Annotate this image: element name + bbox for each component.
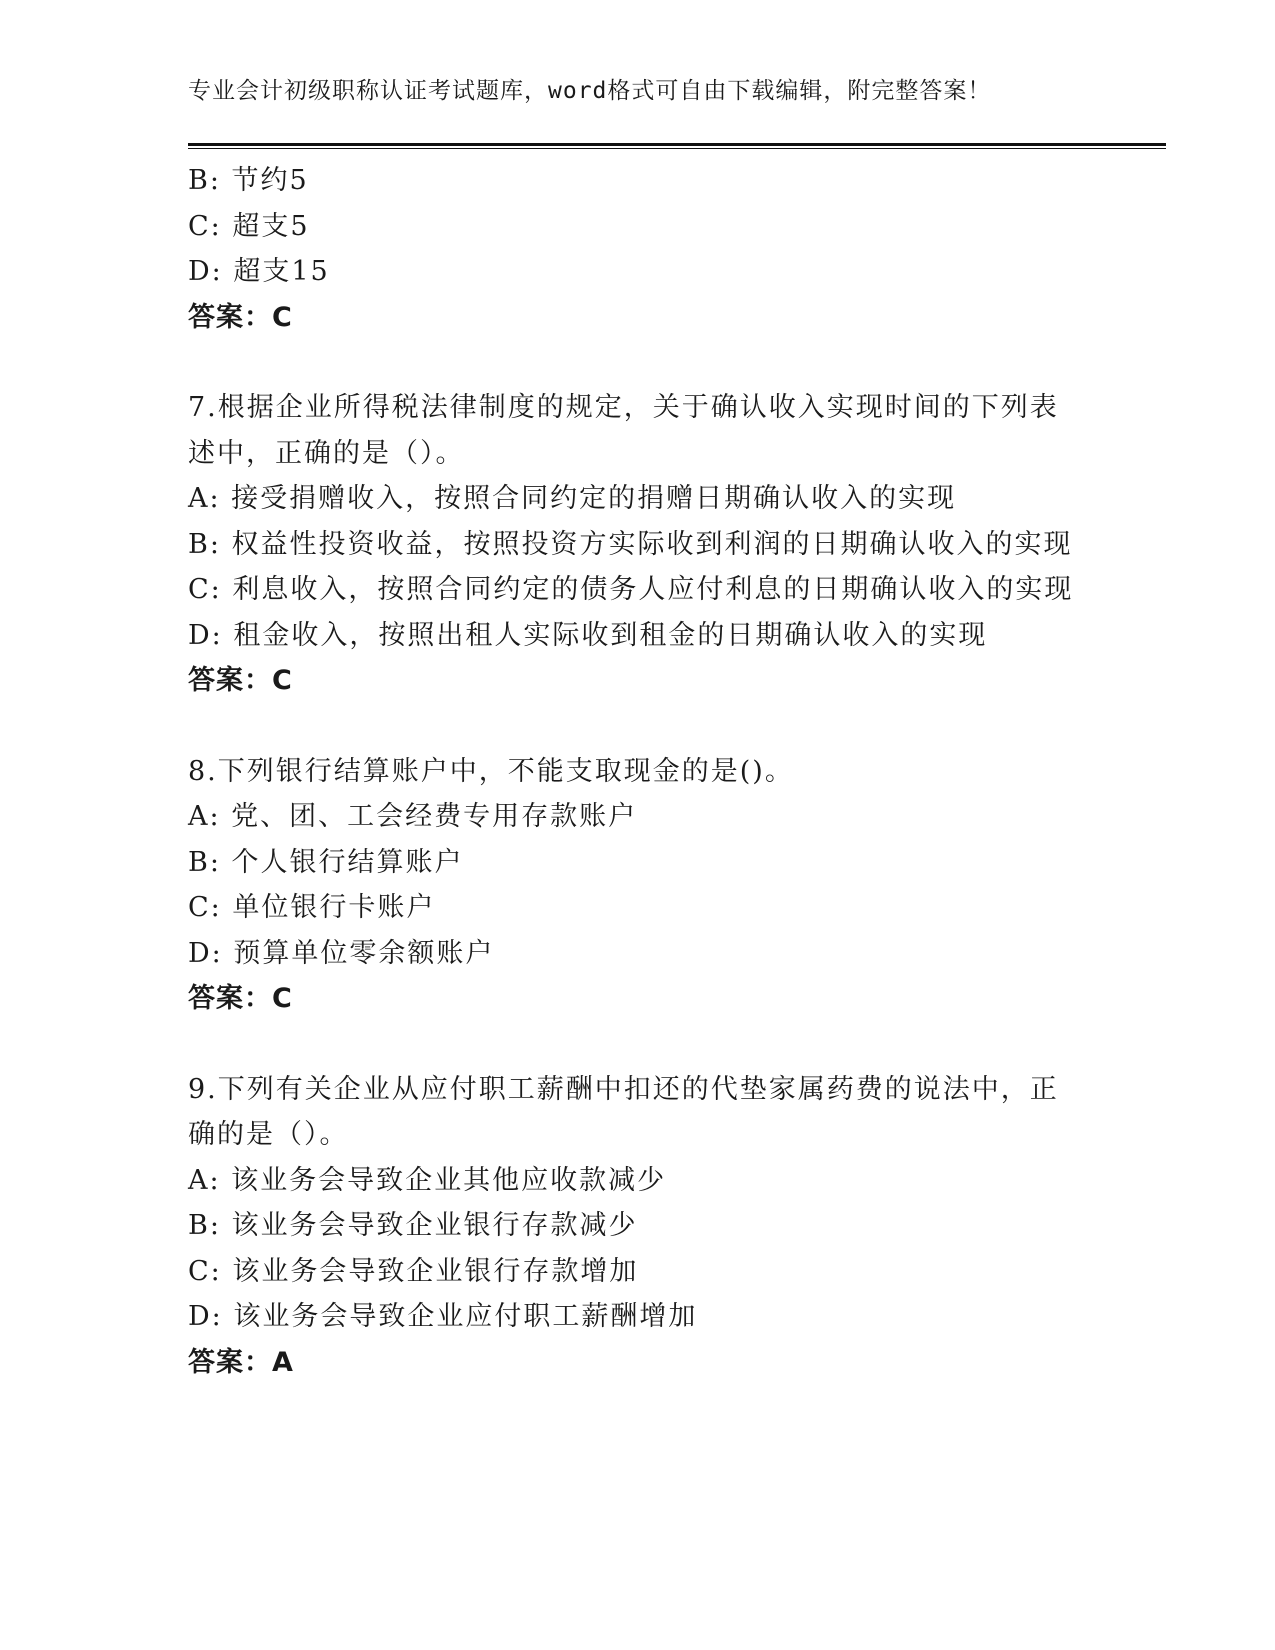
option-a: A: 接受捐赠收入，按照合同约定的捐赠日期确认收入的实现 <box>188 483 957 514</box>
question-6-tail <box>188 158 1148 340</box>
option-b: B: 个人银行结算账户 <box>188 846 464 878</box>
question-stem: 9.下列有关企业从应付职工薪酬中扣还的代垫家属药费的说法中，正 <box>188 1073 1059 1105</box>
option-b: B: 该业务会导致企业银行存款减少 <box>188 1210 638 1241</box>
option-c: C: 单位银行卡账户 <box>188 892 436 923</box>
spacer <box>188 340 1148 385</box>
question-stem: 7.根据企业所得税法律制度的规定，关于确认收入实现时间的下列表 <box>188 392 1059 423</box>
option-d: D: 预算单位零余额账户 <box>188 937 495 969</box>
answer: 答案：C <box>188 301 293 333</box>
option-c: C: 利息收入，按照合同约定的债务人应付利息的日期确认收入的实现 <box>188 574 1074 605</box>
question-8 <box>188 749 1148 1022</box>
page-header: 专业会计初级职称认证考试题库，word格式可自由下载编辑，附完整答案！ <box>188 78 992 104</box>
option-c: C: 超支5 <box>188 210 310 242</box>
option-a: A: 党、团、工会经费专用存款账户 <box>188 801 638 832</box>
answer: 答案：C <box>188 983 293 1014</box>
question-stem: 确的是（）。 <box>188 1119 349 1150</box>
option-b: B: 权益性投资收益，按照投资方实际收到利润的日期确认收入的实现 <box>188 528 1073 560</box>
option-b: B: 节约5 <box>188 165 309 196</box>
option-d: D: 该业务会导致企业应付职工薪酬增加 <box>188 1301 698 1332</box>
spacer <box>188 704 1148 749</box>
answer: 答案：A <box>188 1346 294 1378</box>
question-content <box>188 158 1148 1385</box>
option-d: D: 租金收入，按照出租人实际收到租金的日期确认收入的实现 <box>188 619 988 651</box>
question-7 <box>188 385 1148 704</box>
spacer <box>188 1022 1148 1067</box>
header-rule <box>188 143 1166 149</box>
question-stem: 述中，正确的是（）。 <box>188 437 465 469</box>
question-9 <box>188 1067 1148 1386</box>
option-a: A: 该业务会导致企业其他应收款减少 <box>188 1164 667 1196</box>
option-c: C: 该业务会导致企业银行存款增加 <box>188 1255 639 1287</box>
answer: 答案：C <box>188 665 293 696</box>
question-stem: 8.下列银行结算账户中，不能支取现金的是()。 <box>188 755 794 787</box>
option-d: D: 超支15 <box>188 256 330 287</box>
